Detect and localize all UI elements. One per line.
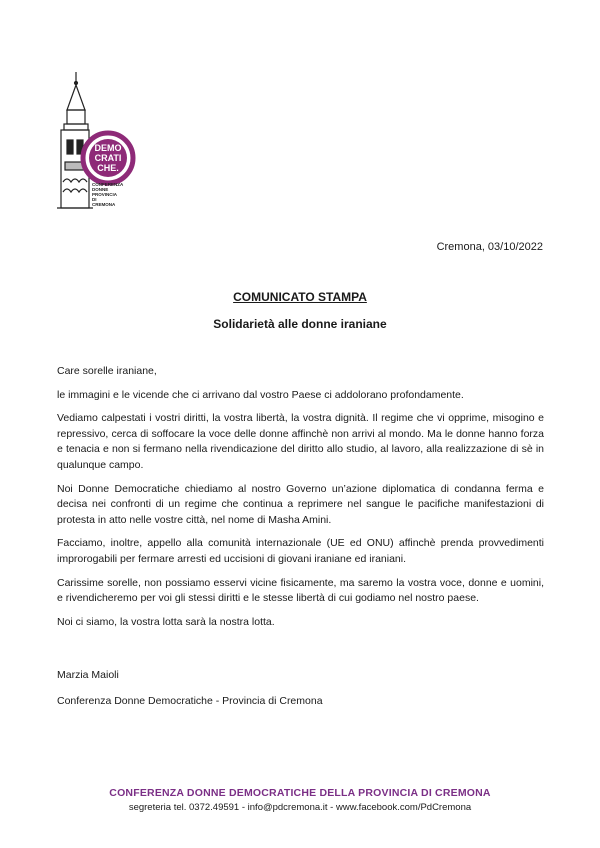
footer-contacts: segreteria tel. 0372.49591 - info@pdcremona.it - www.facebook.com/PdCremona	[128, 802, 472, 813]
logo	[55, 70, 155, 210]
logo-text-1: DEMO	[94, 143, 122, 153]
footer-title: CONFERENZA DONNE DEMOCRATICHE DELLA PROVINCIA DI CREMONA	[109, 787, 491, 799]
paragraph-5: Carissime sorelle, non possiamo esservi vicine fisicamente, ma saremo la vostra voce, donne e uomini, e rivendicheremo per voi gli stessi diritti e le stesse libertà di cui godiamo nel nostro paese.	[57, 576, 544, 605]
paragraph-4: Facciamo, inoltre, appello alla comunità internazionale (UE ed ONU) affinchè prenda provvedimenti improrogabili per fermare arresti ed uccisioni di giovani iraniane ed iraniani.	[57, 537, 544, 565]
document-date: Cremona, 03/10/2022	[436, 241, 543, 253]
logo-caption-3: PROVINCIA	[92, 192, 118, 197]
logo-text-2: CRATI	[94, 153, 122, 163]
paragraph-6: Noi ci siamo, la vostra lotta sarà la nostra lotta.	[57, 615, 275, 628]
letter-body	[57, 364, 544, 638]
salutation: Care sorelle iraniane,	[57, 365, 157, 377]
tower-logo-icon	[55, 70, 155, 210]
signature	[57, 668, 323, 719]
logo-caption-1: CONFERENZA	[92, 182, 124, 187]
document-subtitle: Solidarietà alle donne iraniane	[213, 317, 387, 331]
logo-text-3: CHE.	[97, 163, 119, 173]
logo-caption-4: DI	[92, 197, 97, 202]
document-title: COMUNICATO STAMPA	[233, 290, 367, 304]
signature-org: Conferenza Donne Democratiche - Provincia di Cremona	[57, 694, 323, 707]
paragraph-3: Noi Donne Democratiche chiediamo al nostro Governo un’azione diplomatica di condanna ferma e decisa nei confronti di un regime che continua a reprimere nel sangue le pacifiche manifestazioni di protesta in atto nelle vostre città, nel nome di Masha Amini.	[57, 482, 544, 526]
paragraph-2: Vediamo calpestati i vostri diritti, la vostra libertà, la vostra dignità. Il regime che vi opprime, misogino e repressivo, cerca di soffocare la voce delle donne affinchè non arrivi al mondo. Ma le donne hanno forza e tenacia e non si fermano nella rivendicazione del diritto allo studio, al lavoro, alla realizzazione di sè in qualunque campo.	[57, 412, 544, 471]
paragraph-1: le immagini e le vicende che ci arrivano dal vostro Paese ci addolorano profondamente.	[57, 388, 464, 401]
logo-caption-2: DONNE	[92, 187, 109, 192]
footer	[0, 787, 600, 813]
logo-caption-5: CREMONA	[92, 202, 116, 207]
signature-name: Marzia Maioli	[57, 669, 119, 681]
